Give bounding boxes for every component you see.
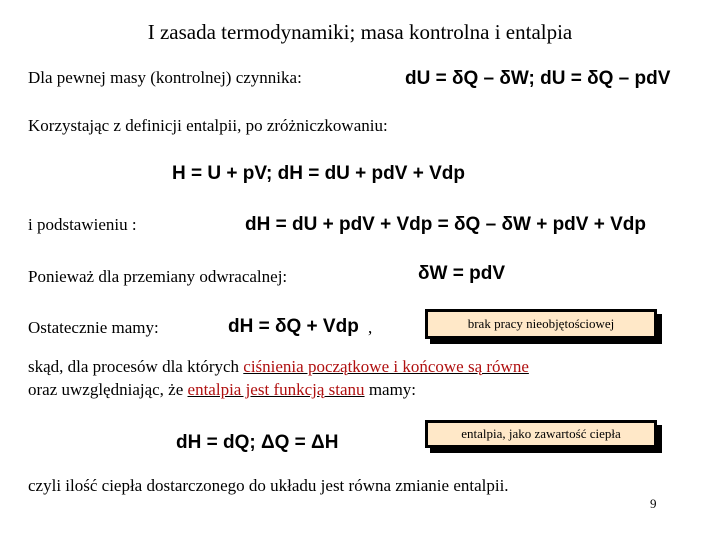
- line3-text: i podstawieniu :: [28, 215, 137, 234]
- line5-equation: dH = δQ + Vdp: [228, 316, 359, 337]
- page-title: I zasada termodynamiki; masa kontrolna i entalpia: [147, 20, 573, 44]
- line3-equation: dH = dU + pdV + Vdp = δQ – δW + pdV + Vdp: [245, 214, 646, 235]
- enthalpy-definition-equation: H = U + pV; dH = dU + pdV + Vdp: [172, 163, 465, 184]
- line4-text: Ponieważ dla przemiany odwracalnej:: [28, 267, 288, 286]
- note-no-nonvolume-work: brak pracy nieobjętościowej: [425, 309, 657, 339]
- line6-highlight: ciśnienia początkowe i końcowe są równe: [243, 357, 529, 376]
- line7-part-a: oraz uwzględniając, że: [28, 380, 188, 399]
- line6-text: [28, 357, 529, 377]
- page-number: 9: [650, 496, 657, 511]
- note-enthalpy-heat-content: entalpia, jako zawartość ciepła: [425, 420, 657, 448]
- line5-text: Ostatecznie mamy:: [28, 318, 159, 337]
- conclusion-text: czyli ilość ciepła dostarczonego do układu jest równa zmianie entalpii.: [28, 476, 509, 495]
- line1-text: Dla pewnej masy (kontrolnej) czynnika:: [28, 68, 302, 87]
- line1-equation: dU = δQ – δW; dU = δQ – pdV: [405, 68, 671, 89]
- line6-part-a: skąd, dla procesów dla których: [28, 357, 244, 376]
- final-equation: dH = dQ; ΔQ = ΔH: [176, 432, 339, 453]
- line7-highlight: entalpia jest funkcją stanu: [187, 380, 365, 399]
- line5-comma: ,: [368, 318, 373, 337]
- line7-text: [28, 380, 416, 400]
- line4-equation: δW = pdV: [418, 263, 505, 284]
- line7-part-c: mamy:: [364, 380, 417, 399]
- line2-text: Korzystając z definicji entalpii, po zróżniczkowaniu:: [28, 116, 388, 135]
